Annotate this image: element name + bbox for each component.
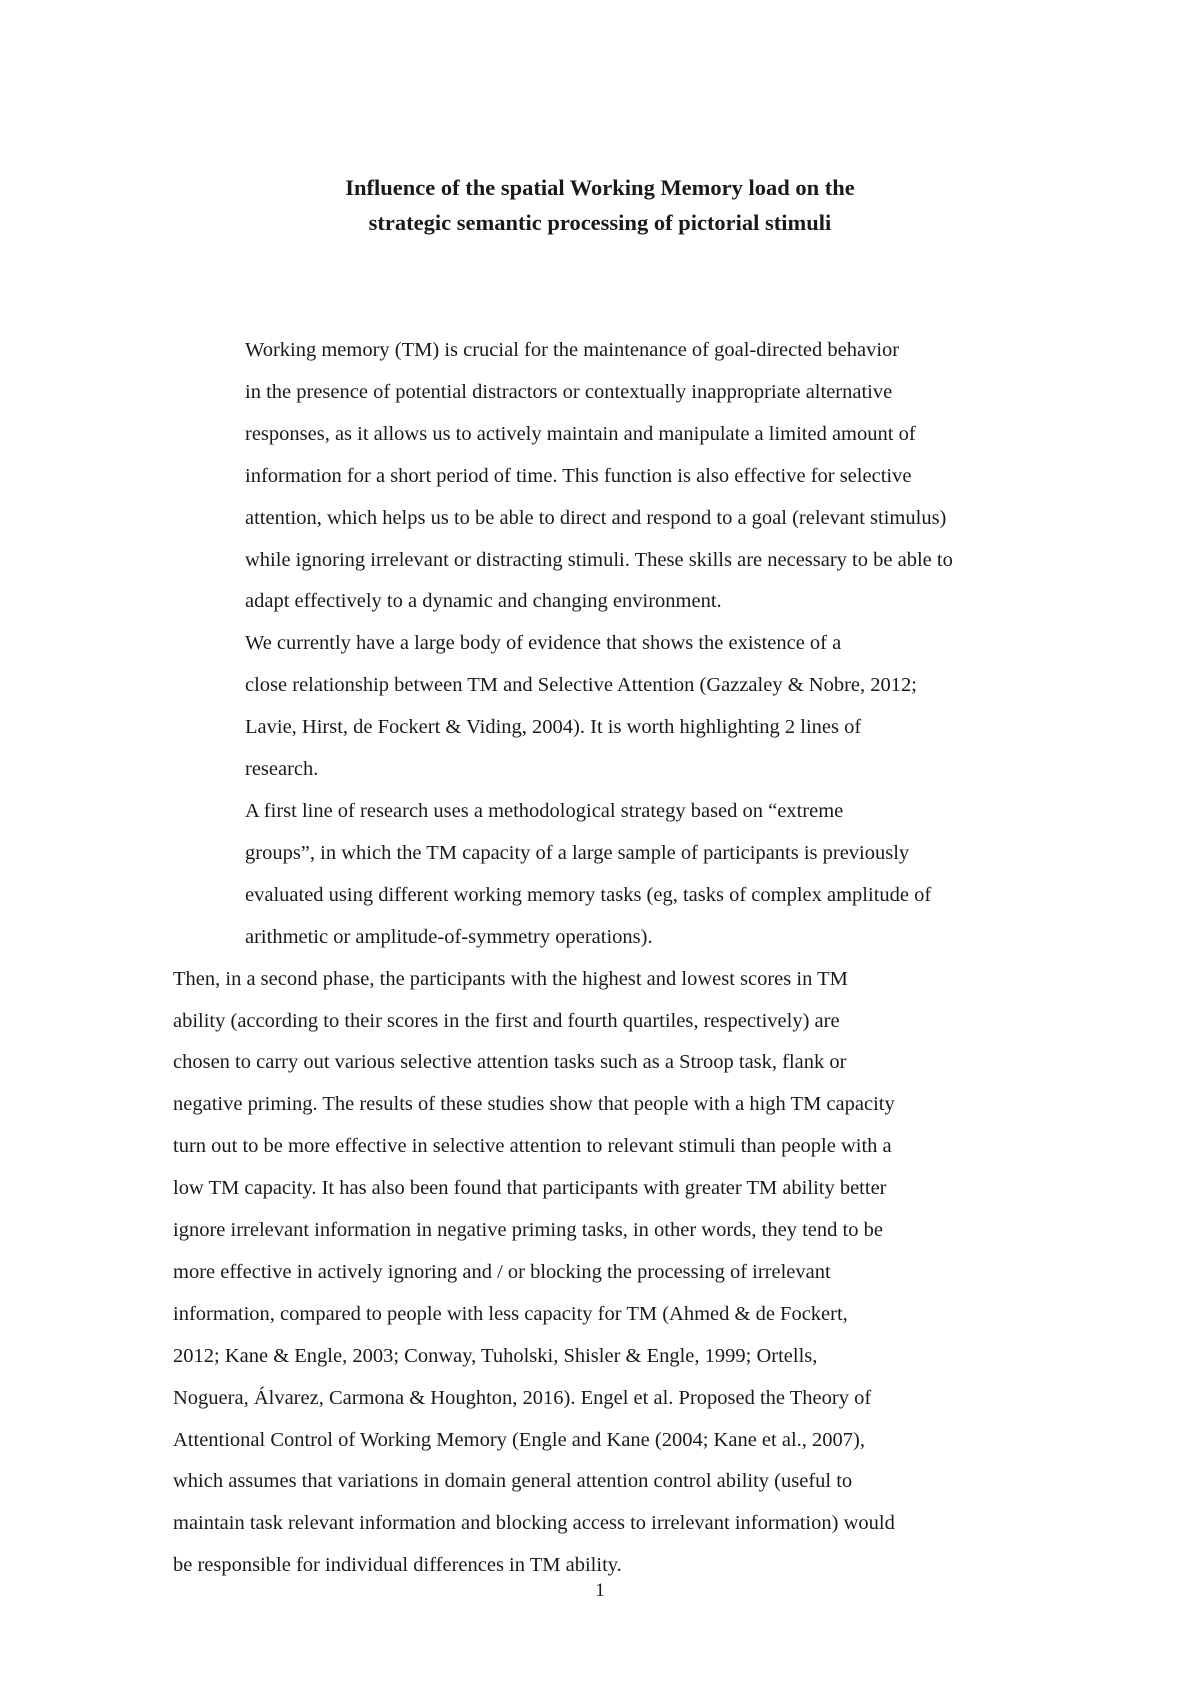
paragraph-line: more effective in actively ignoring and / or blocking the processing of irrelevant [173, 1260, 831, 1283]
paragraph-line: Lavie, Hirst, de Fockert & Viding, 2004). It is worth highlighting 2 lines of [245, 716, 862, 739]
paragraph-line: ability (according to their scores in the first and fourth quartiles, respectively) are [173, 1009, 840, 1032]
page-number: 1 [595, 1580, 605, 1601]
title-line-1: Influence of the spatial Working Memory load on the [345, 175, 855, 200]
paragraph-line: Working memory (TM) is crucial for the maintenance of goal-directed behavior [245, 339, 900, 361]
body-paragraph [173, 330, 1043, 623]
paragraph-line: Noguera, Álvarez, Carmona & Houghton, 2016). Engel et al. Proposed the Theory of [173, 1386, 872, 1409]
body-paragraph [173, 623, 1043, 791]
paragraph-line: adapt effectively to a dynamic and changing environment. [245, 590, 722, 613]
paragraph-line: groups”, in which the TM capacity of a large sample of participants is previously [245, 841, 910, 864]
paragraph-line: maintain task relevant information and blocking access to irrelevant information) would [173, 1512, 895, 1535]
paragraph-line: attention, which helps us to be able to direct and respond to a goal (relevant stimulus) [245, 506, 947, 529]
paragraph-line: information, compared to people with less capacity for TM (Ahmed & de Fockert, [173, 1302, 848, 1325]
document-title [0, 170, 1200, 240]
paragraph-line: A first line of research uses a methodological strategy based on “extreme [245, 799, 844, 822]
document-body [173, 330, 1043, 1587]
paragraph-line: evaluated using different working memory tasks (eg, tasks of complex amplitude of [245, 883, 932, 906]
body-paragraph [173, 791, 1043, 959]
paragraph-line: low TM capacity. It has also been found that participants with greater TM ability better [173, 1177, 887, 1200]
paragraph-line: Attentional Control of Working Memory (Engle and Kane (2004; Kane et al., 2007), [173, 1428, 865, 1451]
paragraph-line: while ignoring irrelevant or distracting stimuli. These skills are necessary to be able to [245, 548, 953, 571]
paragraph-line: Then, in a second phase, the participants with the highest and lowest scores in TM [173, 967, 848, 990]
paragraph-line: be responsible for individual differences in TM ability. [173, 1554, 622, 1577]
paragraph-line: arithmetic or amplitude-of-symmetry operations). [245, 925, 653, 948]
paragraph-line: negative priming. The results of these studies show that people with a high TM capacity [173, 1093, 895, 1116]
paragraph-line: 2012; Kane & Engle, 2003; Conway, Tuholski, Shisler & Engle, 1999; Ortells, [173, 1344, 818, 1367]
title-line-2: strategic semantic processing of pictorial stimuli [368, 210, 832, 235]
paragraph-line: close relationship between TM and Selective Attention (Gazzaley & Nobre, 2012; [245, 674, 917, 697]
paragraph-line: which assumes that variations in domain general attention control ability (useful to [173, 1470, 853, 1493]
paragraph-line: information for a short period of time. This function is also effective for selective [245, 464, 912, 487]
body-paragraph [173, 959, 1043, 1588]
paragraph-line: research. [245, 758, 319, 781]
paragraph-line: responses, as it allows us to actively maintain and manipulate a limited amount of [245, 422, 916, 445]
paragraph-line: chosen to carry out various selective attention tasks such as a Stroop task, flank or [173, 1051, 847, 1074]
paragraph-line: in the presence of potential distractors or contextually inappropriate alternative [245, 380, 893, 403]
paragraph-line: turn out to be more effective in selective attention to relevant stimuli than people with a [173, 1135, 892, 1158]
paragraph-line: We currently have a large body of evidence that shows the existence of a [245, 632, 842, 655]
paragraph-line: ignore irrelevant information in negative priming tasks, in other words, they tend to be [173, 1219, 883, 1242]
